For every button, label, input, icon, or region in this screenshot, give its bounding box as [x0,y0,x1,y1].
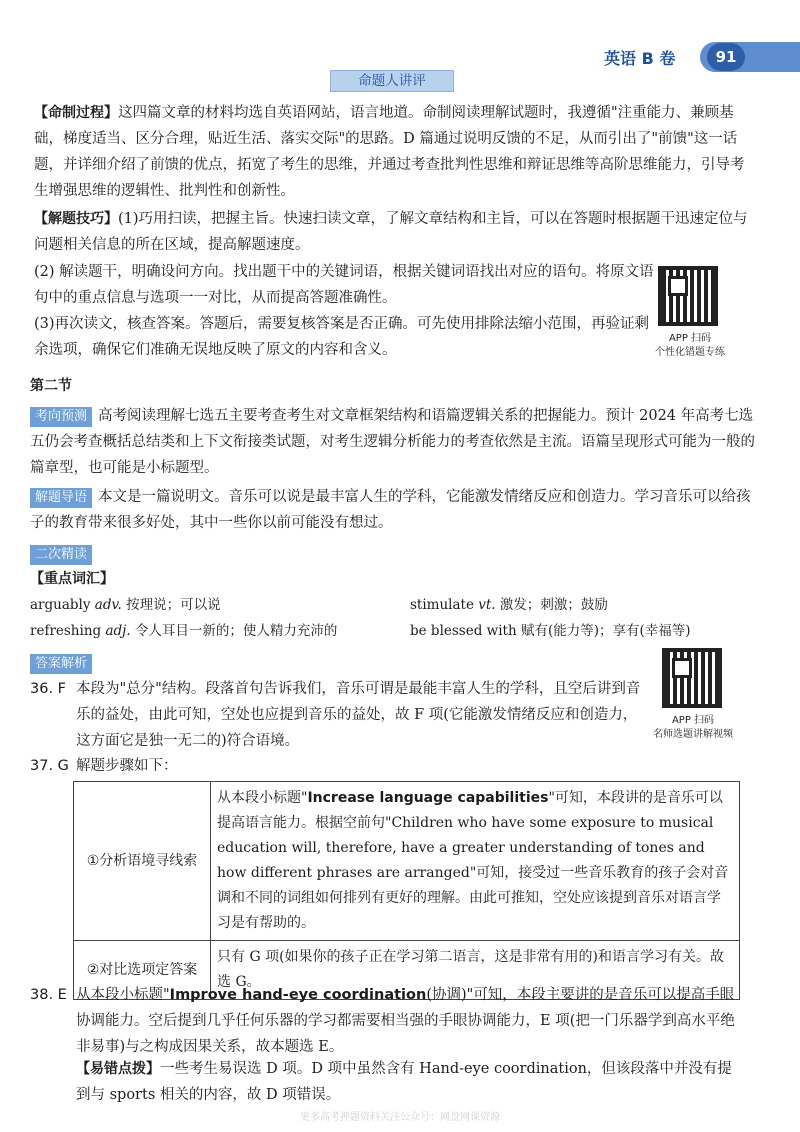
guide-label: 解题导语 [30,488,92,508]
q38-text-b: (协调)"可知，本段主要讲的是音乐可以提高手眼协调能力。空后提到几乎任何乐器的学习都需要相当强的手眼协调能力，E 项(把一门乐器学到高水平绝非易事)与之构成因果关系，故本题选 E。 [76,987,735,1055]
qr-caption-line1: APP 扫码 [668,333,712,344]
technique-step-3: (3)再次读文，核查答案。答题后，需要复核答案是否正确。可先使用排除法缩小范围，再验证剩余选项，确保它们准确无误地反映了原文的内容和含义。 [34,316,650,358]
step-text [211,782,740,941]
pitfall-label: 【易错点拨】 [76,1061,160,1077]
q38-number: 38. E [30,987,67,1003]
solution-steps-table [73,781,740,1000]
vocab-word: refreshing [30,623,102,639]
process-text: 这四篇文章的材料均选自英语网站，语言地道。命制阅读理解试题时，我遵循"注重能力、兼顾基础，梯度适当、区分合理，贴近生活、落实交际"的思路。D 篇通过说明反馈的不足，从而引出了"前馈"这一话题，并详细介绍了前馈的优点，拓宽了考生的思维，并通过考查批判性思维和辩证思维等高阶思维能力，引导考生增强思维的逻辑性、批判性和创新性。 [34,105,745,199]
answer-label: 答案解析 [30,654,92,674]
vocab-meaning: 激发；刺激；鼓励 [499,597,608,613]
guide-text: 本文是一篇说明文。音乐可以说是最丰富人生的学科，它能激发情绪反应和创造力。学习音乐可以给孩子的教育带来很多好处，其中一些你以前可能没有想过。 [30,489,751,531]
q37-number: 37. G [30,758,69,774]
vocab-meaning: 赋有(能力等)；享有(幸福等) [520,623,691,639]
technique-text: (1)巧用扫读，把握主旨。快速扫读文章，了解文章结构和主旨，可以在答题时根据题干迅速定位与问题相关信息的所在区域，提高解题速度。 [34,211,748,253]
vocab-item [30,618,400,644]
vocab-meaning: 令人耳目一新的；使人精力充沛的 [134,623,338,639]
qr-caption-line1: APP 扫码 [671,715,715,726]
vocab-item [410,618,750,644]
vocab-item [410,592,750,618]
page-number: 91 [707,43,745,71]
q38-text-bold: Improve hand-eye coordination [169,987,427,1003]
vocab-item [30,592,400,618]
vocab-word: arguably [30,597,91,613]
forecast-label: 考向预测 [30,407,92,427]
section-heading: 第二节 [30,378,72,394]
pitfall-text: 一些考生易误选 D 项。D 项中虽然含有 Hand-eye coordination，但该段落中并没有提到与 sports 相关的内容，故 D 项错误。 [76,1061,732,1103]
process-label: 【命制过程】 [34,105,118,121]
step-label: ①分析语境寻线索 [74,782,211,941]
book-label: 英语 B 卷 [604,49,676,68]
vocab-heading: 【重点词汇】 [30,571,114,587]
q38-text-a: 从本段小标题" [76,987,170,1003]
vocab-pos: adj. [105,623,131,639]
process-paragraph [34,100,754,204]
vocab-pos: vt. [478,597,496,613]
step-text-bold: Increase language capabilities [307,790,549,806]
technique-label: 【解题技巧】 [34,211,118,227]
vocab-pos: adv. [94,597,122,613]
guide-paragraph [30,484,760,536]
qr-code-video[interactable] [662,648,722,708]
pitfall-paragraph [76,1056,746,1108]
qr-caption-line2: 个性化错题专练 [655,347,725,358]
qr-caption-line2: 名师选题讲解视频 [653,729,733,740]
q36-explanation: 本段为"总分"结构。段落首句告诉我们，音乐可谓是最能丰富人生的学科，且空后讲到音乐的益处，由此可知，空处也应提到音乐的益处，故 F 项(它能激发情绪反应和创造力，这方面它是独一无二的)符合语境。 [76,681,641,749]
q38-explanation [76,982,746,1060]
forecast-text: 高考阅读理解七选五主要考查考生对文章框架结构和语篇逻辑关系的把握能力。预计 2024 年高考七选五仍会考查概括总结类和上下文衔接类试题，对考生逻辑分析能力的考查依然是主流。语篇呈现形式可能为一般的篇章型，也可能是小标题型。 [30,408,755,476]
qr-caption-video [638,714,748,742]
table-row [74,782,740,941]
qr-code-errors[interactable] [658,266,718,326]
q37-intro: 解题步骤如下： [76,758,178,774]
step-label: ②对比选项定答案 [74,941,211,1000]
commentary-banner: 命题人讲评 [330,70,454,92]
technique-paragraph [34,206,754,258]
qr-caption-errors [640,332,740,360]
forecast-paragraph [30,403,760,481]
reread-label-row [30,541,98,567]
step-text-a: 只有 G 项(如果你的孩子正在学习第二语言，这是非常有用的)和语言学习有关。故选 G。 [217,949,725,990]
footer-watermark: 更多高考押题资料关注公众号：网盘网课资源 [300,1112,500,1123]
technique-step-2: (2) 解读题干，明确设问方向。找出题干中的关键词语，根据关键词语找出对应的语句。将原文语句中的重点信息与选项一一对比，从而提高答题准确性。 [34,264,654,306]
answer-label-row [30,650,98,676]
vocab-word: be blessed with [410,623,517,639]
q36-number: 36. F [30,681,67,697]
step-text-b: "可知，本段讲的是音乐可以提高语言能力。根据空前句"Children who have some exposure to musical education will, therefore, have a greater understanding of tones and how different phrases are arranged"可知，接受过一些音乐教育的孩子会对音调和不同的词组如何排列有更好的理解。由此可推知，空处应该提到音乐对语言学习是有帮助的。 [217,790,729,931]
step-text-a: 从本段小标题" [217,790,308,806]
reread-label: 二次精读 [30,545,92,565]
vocab-meaning: 按理说；可以说 [126,597,221,613]
vocab-word: stimulate [410,597,474,613]
